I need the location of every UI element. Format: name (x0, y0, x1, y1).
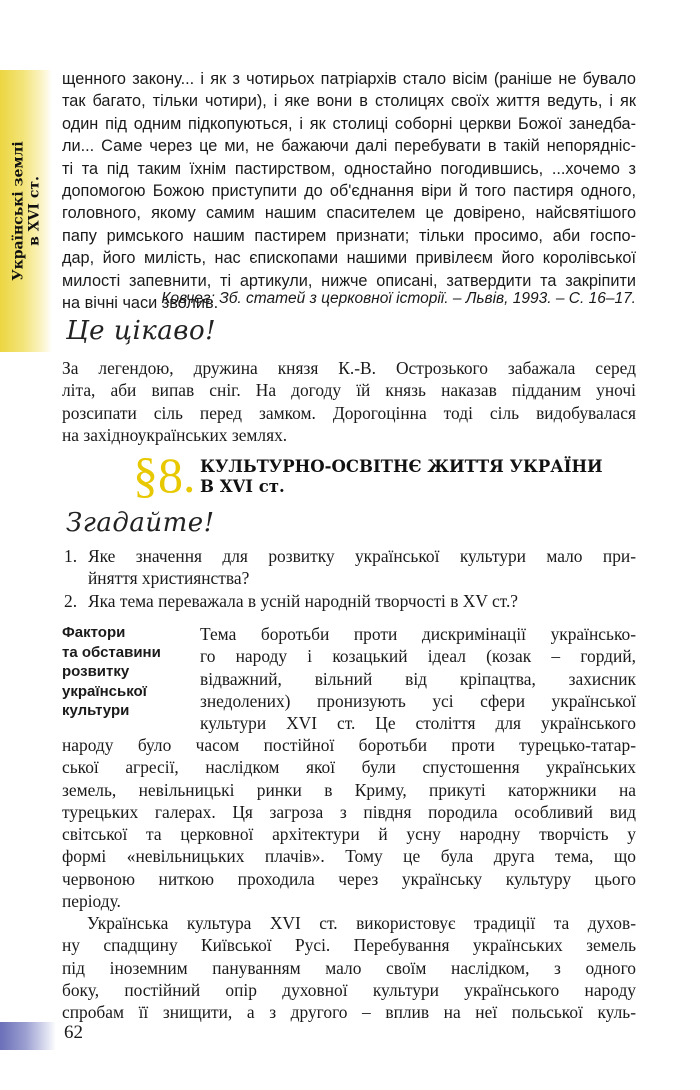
quote-source: Ковчег: Зб. статей з церковної історії. – Львів, 1993. – С. 16–17. (161, 290, 636, 307)
body-line: ської агресії, наслідком якої були спустошення українських (62, 757, 636, 778)
quote-line: щенного закону... і як з чотирьох патріархів стало вісім (раніше не бувало (62, 70, 636, 88)
quote-line: на вічні часи зволив. (62, 294, 219, 313)
question-number: 2. (64, 590, 78, 611)
body-line: Тема боротьби проти дискримінації українсько- (200, 624, 636, 644)
body-line: культури XVI ст. Це століття для українського (200, 713, 636, 734)
margin-note-line: культури (62, 702, 130, 719)
remember-heading: Згадайте! (66, 508, 215, 538)
margin-note-line: Фактори (62, 624, 126, 641)
margin-note (62, 623, 182, 721)
section-title-line2: В XVI ст. (200, 477, 285, 496)
quote-line: допомогою Божою приступити до об'єднання віри й того пастиря одного, (62, 182, 636, 201)
body-paragraph-1-wrap (200, 623, 636, 734)
fact-line: розсипати сіль перед замком. Дорогоцінна тоді сіль видобувалася (62, 402, 636, 423)
document-quote (62, 68, 636, 314)
interesting-fact (62, 357, 636, 446)
body-line: боку, постійний опір духовної культури українського народу (62, 979, 636, 1000)
body-line: знедолених) пронизують усі сфери української (200, 690, 636, 711)
interesting-heading: Це цікаво! (66, 316, 217, 346)
question-text: йняття християнства? (88, 568, 250, 589)
body-line: ну спадщину Київської Русі. Перебування українських земель (62, 935, 636, 956)
question-item (64, 590, 636, 612)
question-text: Яке значення для розвитку української культури мало при- (88, 546, 636, 566)
body-paragraph-2 (62, 912, 636, 1023)
question-text: Яка тема переважала в усній народній творчості в XV ст.? (88, 590, 519, 611)
quote-line: ли... Саме через це ми, не бажаючи далі перебувати в такій непорядніс- (62, 137, 636, 156)
body-line: періоду. (62, 891, 121, 912)
section-title-line1: КУЛЬТУРНО-ОСВІТНЄ ЖИТТЯ УКРАЇНИ (200, 457, 603, 476)
body-line: формі «невільницьких плачів». Тому це була друга тема, що (62, 846, 636, 867)
body-line: відважний, вільний від кріпацтва, захисник (200, 668, 636, 689)
quote-line: дар, його милість, нас єпископами нашими привілеєм його королівської (62, 249, 636, 268)
body-line: світської та церковної архітектури й усну народну творчість у (62, 824, 636, 845)
question-number: 1. (64, 546, 78, 566)
body-line: спробам її знищити, а з другого – вплив на неї польської куль- (62, 1002, 636, 1023)
margin-note-line: розвитку (62, 663, 130, 680)
section-number: §8. (133, 447, 196, 503)
body-line: під іноземним пануванням мало своїм наслідком, з одного (62, 957, 636, 978)
quote-line: ті та під таким їхнім пастирством, одностайно погодившись, ...хочемо з (62, 159, 636, 178)
margin-note-line: та обставини (62, 643, 161, 661)
section-title (200, 457, 603, 497)
body-line: червоною ниткою проходила через українську культуру цього (62, 868, 636, 889)
fact-line: За легендою, дружина князя К.-В. Острозького забажала серед (62, 358, 636, 378)
quote-line: головного, якому самим нашим спасителем це довірено, найсвятішого (62, 204, 636, 223)
quote-line: один під одним підкопуються, і як столиці соборні церкви Божої занедба- (62, 114, 636, 133)
remember-questions (64, 545, 636, 612)
chapter-title-line2: в XVI ст. (27, 176, 44, 246)
chapter-side-tab-label (2, 70, 52, 352)
page-number-bar (0, 1022, 56, 1050)
body-line: Українська культура XVI ст. використовує традиції та духов- (87, 913, 636, 933)
quote-line: милості запевнити, ті артикули, нижче описані, затвердити та закріпити (62, 271, 636, 290)
body-line: турецьких галерах. Ця загроза з півдня породила особливий вид (62, 801, 636, 822)
body-paragraph-1 (62, 734, 636, 912)
quote-line: папу римського нашим пастирем признати; тільки просимо, аби госпо- (62, 226, 636, 245)
fact-line: літа, аби випав сніг. На догоду їй князь наказав підданим уночі (62, 380, 636, 401)
quote-line: так багато, тільки чотири), і яке вони в столицях своїх життя ведуть, і як (62, 92, 636, 111)
fact-line: на західноукраїнських землях. (62, 424, 288, 445)
margin-note-line: української (62, 682, 147, 700)
body-line: го народу і козацький ідеал (козак – гордий, (200, 646, 636, 667)
page-number: 62 (64, 1022, 83, 1043)
question-item (64, 545, 636, 590)
body-line: земель, невільницькі ринки в Криму, прикуті каторжники на (62, 779, 636, 800)
chapter-title-line1: Українські землі (11, 141, 28, 281)
body-line: народу було часом постійної боротьби проти турецько-татар- (62, 735, 636, 755)
